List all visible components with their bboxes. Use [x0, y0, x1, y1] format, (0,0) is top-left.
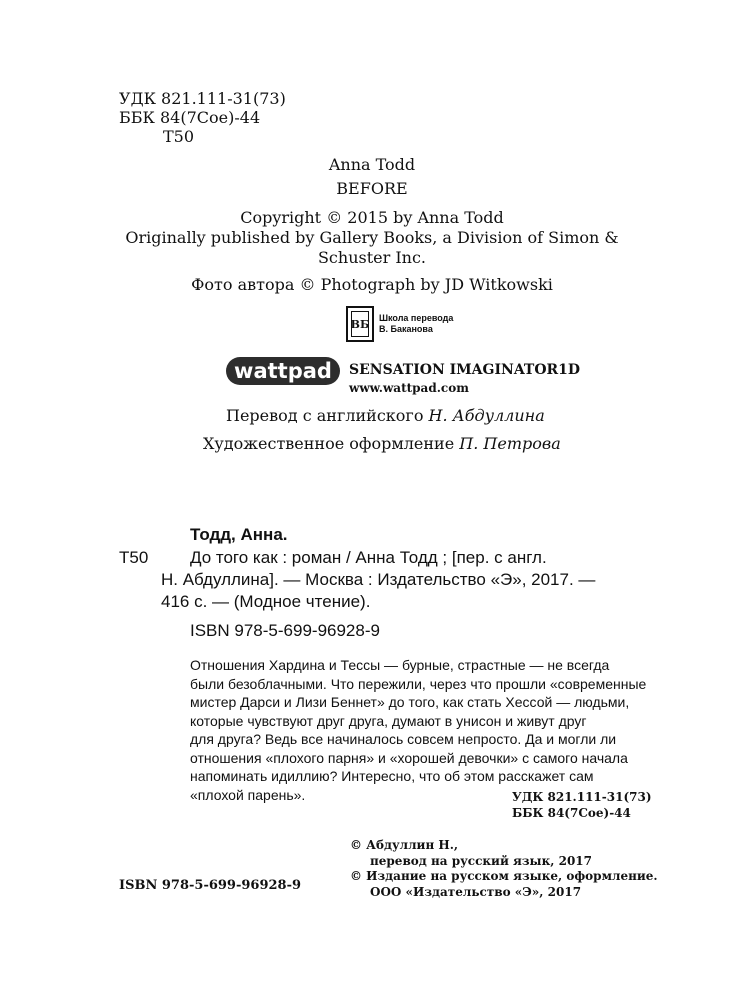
translation-school-logo	[346, 306, 374, 342]
designer-name: П. Петрова	[459, 434, 561, 453]
copyright-publisher-1: © Издание на русском языке, оформление.	[350, 869, 658, 883]
published-line-1: Originally published by Gallery Books, a Division of Simon &	[125, 228, 619, 247]
copyright-translator-2: перевод на русский язык, 2017	[370, 854, 592, 868]
annotation-line: напоминать идиллию? Интересно, что об этом расскажет сам	[190, 768, 594, 784]
bib-heading: Тодд, Анна.	[190, 525, 288, 544]
bbk-code: ББК 84(7Сое)-44	[119, 108, 261, 127]
annotation-line: «плохой парень».	[190, 786, 306, 803]
udk-code: УДК 821.111-31(73)	[119, 89, 286, 108]
annotation-line: отношения «плохого парня» и «хорошей девочки» с самого начала	[190, 749, 628, 766]
copyright-publisher-2: ООО «Издательство «Э», 2017	[370, 885, 582, 899]
udk-code-right: УДК 821.111-31(73)	[512, 790, 652, 804]
bib-line-2: Н. Абдуллина]. — Москва : Издательство «Э», 2017. —	[161, 570, 596, 589]
translation-credit	[226, 406, 545, 425]
bib-code: Т50	[119, 548, 149, 567]
annotation-line: Отношения Хардина и Тессы — бурные, страстные — не всегда	[190, 657, 610, 673]
bib-line-3: 416 с. — (Модное чтение).	[161, 592, 371, 611]
original-title: BEFORE	[336, 179, 408, 198]
translator-name: Н. Абдуллина	[428, 406, 545, 425]
copyright-translator-1: © Абдуллин Н.,	[350, 838, 459, 852]
isbn-bottom: ISBN 978-5-699-96928-9	[119, 878, 302, 893]
annotation-line: для друга? Ведь все начиналось совсем непросто. Да и могли ли	[190, 731, 617, 747]
annotation	[190, 656, 646, 804]
copyright-line: Copyright © 2015 by Anna Todd	[240, 208, 504, 227]
author-mark-code: Т50	[163, 127, 195, 146]
photo-credit: Фото автора © Photograph by JD Witkowski	[191, 275, 553, 294]
wattpad-url: www.wattpad.com	[349, 381, 469, 395]
bib-isbn: ISBN 978-5-699-96928-9	[190, 621, 380, 640]
annotation-line: были безоблачными. Что пережили, через что прошли «современные	[190, 675, 647, 692]
school-name-line-1: Школа перевода	[379, 313, 454, 323]
school-mark: ВБ	[351, 311, 369, 337]
original-author: Anna Todd	[328, 155, 416, 174]
sensation-text: SENSATION IMAGINATOR1D	[349, 362, 581, 378]
design-credit	[203, 434, 561, 453]
annotation-line: которые чувствуют друг друга, думают в унисон и живут друг	[190, 712, 587, 729]
wattpad-logo: wattpad	[226, 357, 340, 385]
annotation-line: мистер Дарси и Лизи Беннет» до того, как стать Хессой — людьми,	[190, 694, 630, 710]
translation-label: Перевод с английского	[226, 406, 424, 425]
bbk-code-right: ББК 84(7Сое)-44	[512, 806, 631, 820]
published-line-2: Schuster Inc.	[317, 248, 427, 267]
bib-line-1: До того как : роман / Анна Тодд ; [пер. с англ.	[190, 548, 547, 567]
design-label: Художественное оформление	[203, 434, 455, 453]
school-name-line-2: В. Баканова	[379, 324, 433, 334]
